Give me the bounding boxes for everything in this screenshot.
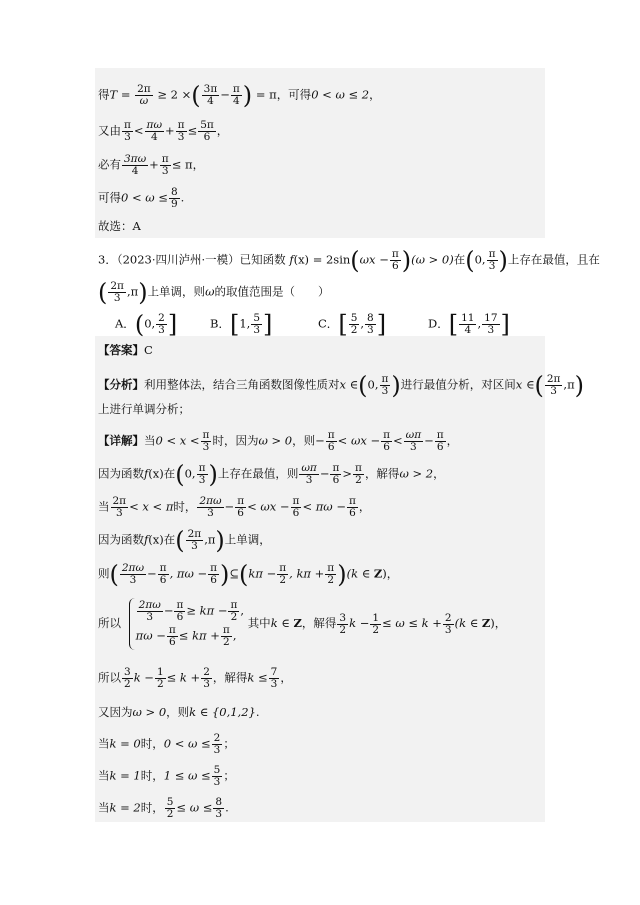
detail-line-11: 当k = 2时， $\frac{5}{2}$ ≤ ω ≤ $\frac{8}{3}$ .: [98, 796, 229, 820]
option-c[interactable]: C．[ $\frac{5}{2}$ , $\frac{8}{3}$ ]: [318, 310, 387, 339]
option-d[interactable]: D．[ $\frac{11}{4}$ , $\frac{17}{3}$ ]: [428, 310, 510, 339]
detail-line-5: 则( $\frac{2\pi\omega}{3}$ − $\frac{\pi}{6}$ , πω − $\frac{\pi}{6}$ )⊆(kπ − $\frac{\pi}{2}$ , kπ + $\frac{\pi}{2}$ )(k ∈ Z)，: [98, 560, 399, 589]
detail-line-1: 【详解】当0 < x < $\frac{\pi}{3}$ 时，因为ω > 0，则− $\frac{\pi}{6}$ < ωx − $\frac{\pi}{6}$ < $\frac{\omega\pi}{3}$ − $\frac{\pi}{6}$ ，: [98, 429, 459, 453]
detail-line-8: 又因为ω > 0，则k ∈ {0,1,2}.: [98, 705, 260, 719]
question-line-1: 3．（2023·四川泸州·一模）已知函数 f(x) = 2sin(ωx − $\frac{\pi}{6}$ )(ω > 0)在(0, $\frac{\pi}{3}$ )上存在最值，且在: [98, 246, 600, 275]
detail-line-10: 当k = 1时，1 ≤ ω ≤ $\frac{5}{3}$ ；: [98, 764, 235, 788]
option-a[interactable]: A．(0, $\frac{2}{3}$ ]: [115, 310, 178, 339]
inequality-system: $\frac{2\pi\omega}{3}$ − $\frac{\pi}{6}$ ≥ kπ − $\frac{\pi}{2}$ , πω − $\frac{\pi}{6}$ ≤ kπ + $\frac{\pi}{2}$ ,: [129, 598, 244, 650]
detail-line-9: 当k = 0时，0 < ω ≤ $\frac{2}{3}$ ；: [98, 732, 235, 756]
detail-line-6: 所以 $\frac{2\pi\omega}{3}$ − $\frac{\pi}{6}$ ≥ kπ − $\frac{\pi}{2}$ , πω − $\frac{\pi}{6}$ ≤ kπ + $\frac{\pi}{2}$ , 其中k ∈ Z，解得 $\frac{3}{2}$ k − $\frac{1}{2}$ ≤ ω ≤ k + $\frac{2}{3}$ (k ∈ Z)，: [98, 599, 507, 648]
detail-line-2: 因为函数f(x)在(0, $\frac{\pi}{3}$ )上存在最值，则 $\frac{\omega\pi}{3}$ − $\frac{\pi}{6}$ > $\frac{\pi}{2}$ ，解得ω > 2，: [98, 460, 445, 489]
analysis-line-2: 上进行单调分析；: [98, 402, 190, 416]
solution-line-2: 又由 $\frac{\pi}{3}$ < $\frac{\pi\omega}{4}$ + $\frac{\pi}{3}$ ≤ $\frac{5\pi}{6}$ ，: [98, 119, 229, 143]
detail-line-4: 因为函数f(x)在( $\frac{2\pi}{3}$ ,π)上单调，: [98, 526, 271, 555]
detail-line-7: 所以 $\frac{3}{2}$ k − $\frac{1}{2}$ ≤ k + $\frac{2}{3}$ ，解得k ≤ $\frac{7}{3}$ ，: [98, 666, 292, 690]
solution-choice: 故选：A: [98, 219, 141, 233]
analysis-line-1: 【分析】利用整体法，结合三角函数图像性质对x ∈(0, $\frac{\pi}{3}$ )进行最值分析，对区间x ∈( $\frac{2\pi}{3}$ ,π): [98, 371, 585, 400]
detail-line-3: 当 $\frac{2\pi}{3}$ < x < π时， $\frac{2\pi\omega}{3}$ − $\frac{\pi}{6}$ < ωx − $\frac{\pi}{6}$ < πω − $\frac{\pi}{6}$ ，: [98, 495, 371, 519]
question-line-2: ( $\frac{2\pi}{3}$ ,π)上单调，则ω的取值范围是（ ）: [98, 278, 330, 307]
solution-line-3: 必有 $\frac{3\pi\omega}{4}$ + $\frac{\pi}{3}$ ≤ π，: [98, 153, 205, 177]
option-b[interactable]: B．[1, $\frac{5}{3}$ ]: [210, 310, 273, 339]
solution-line-4: 可得0 < ω ≤ $\frac{8}{9}$ .: [98, 186, 185, 210]
solution-line-1: 得T = $\frac{2\pi}{\omega}$ ≥ 2 ×( $\frac{3\pi}{4}$ − $\frac{\pi}{4}$ ) = π，可得0 < ω ≤ 2，: [98, 81, 381, 110]
answer-line: 【答案】C: [98, 343, 153, 357]
